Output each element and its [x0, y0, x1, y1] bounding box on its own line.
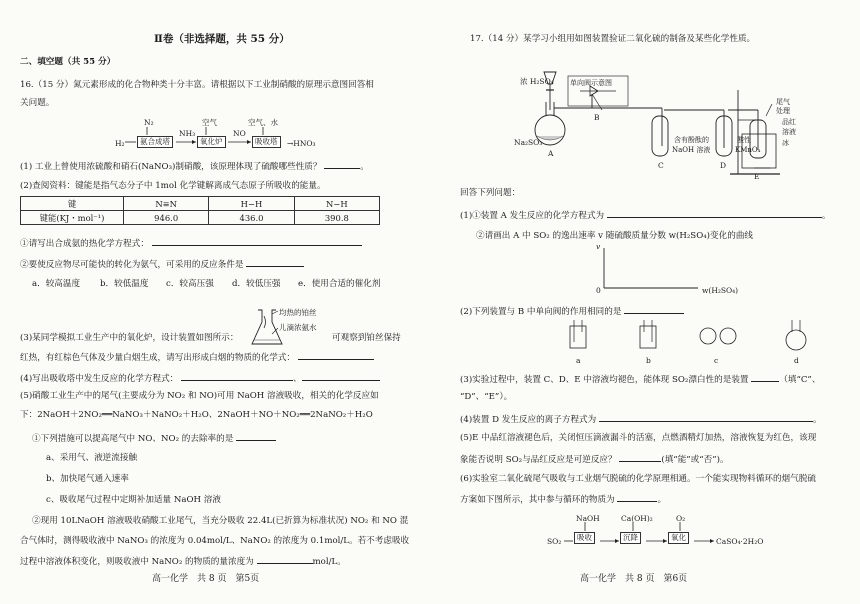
q16-option-e: e．使用合适的催化剂 [298, 279, 381, 289]
label-d-sol-1: 酸性 [737, 136, 751, 144]
q17-p5c-text: (填“能”或“否”)。 [661, 455, 729, 465]
axis-v-label: v [596, 242, 601, 251]
q16-p3-blank[interactable] [298, 351, 374, 360]
q16-p1 [20, 160, 369, 173]
q16-p2-2-blank[interactable] [246, 258, 304, 267]
option-a-label: a [576, 356, 581, 365]
q17-p2 [460, 305, 684, 318]
q17-p5b [460, 453, 729, 466]
flow-air-1: 空气 [202, 118, 217, 127]
q16-p4 [20, 372, 380, 385]
table-header-nh: N−H [294, 197, 379, 211]
q17-p4-mark: 。 [812, 415, 822, 425]
q16-p5-1 [32, 432, 276, 445]
q16-option-b: b．较低温度 [100, 279, 149, 289]
q16-p4-blank-1[interactable] [181, 372, 293, 381]
q16-p5-c: c、吸收尾气过程中定期补加适量 NaOH 溶液 [46, 495, 221, 505]
table-header-nn: N≡N [124, 197, 209, 211]
q16-p5-2-blank[interactable] [257, 555, 313, 564]
q16-p2-2 [20, 258, 304, 271]
q17-p6-mark: 。 [657, 495, 667, 505]
q17-p1-1-blank[interactable] [607, 209, 822, 218]
label-ice: 冰 [782, 139, 789, 147]
table-value-hh: 436.0 [209, 211, 294, 225]
label-c-sol-1: 含有酚酞的 [674, 136, 709, 144]
q16-intro-1: 16.（15 分）氮元素形成的化合物种类十分丰富。请根据以下工业制硝酸的原理示意图回答相 [20, 80, 374, 90]
q17-p6a: (6)实验室二氧化硫尾气吸收与工业烟气脱硫的化学原理相通。一个能实现物料循环的烟气脱硫 [460, 474, 816, 484]
flow-box-absorb: 吸收 [574, 532, 595, 544]
q16-p1-text: (1) 工业上曾使用浓硫酸和硝石(NaNO₃)制硝酸，该原理体现了硫酸哪些性质？ [20, 162, 322, 172]
q17-p5-blank[interactable] [619, 453, 661, 462]
q17-p3b-text: （填“C”、 [779, 375, 821, 385]
right-footer: 高一化学 共 8 页 第6页 [580, 574, 688, 584]
label-c-sol-2: NaOH 溶液 [672, 146, 711, 154]
flow-so2: SO₂ [547, 537, 562, 546]
label-c: C [658, 161, 664, 170]
label-d-sol-2: KMnO₄ [735, 146, 761, 154]
q17-p4-text: (4)装置 D 发生反应的离子方程式为 [460, 415, 597, 425]
right-page [430, 0, 860, 604]
flow-box-absorption-tower: 吸收塔 [252, 136, 281, 148]
q17-p6b-text: 方案如下图所示，其中参与循环的物质为 [460, 495, 615, 505]
q16-p3c-text: 红热，有红棕色气体及少量白烟生成，请写出形成白烟的物质的化学式： [20, 353, 296, 363]
q17-p1-1-mark: 。 [821, 211, 831, 221]
q16-p5-2a: ②现用 10LNaOH 溶液吸收硝酸工业尾气，当充分吸收 22.4L(已折算为标准状况) NO₂ 和 NO 混 [32, 516, 409, 526]
flow-hno3: →HNO₃ [287, 139, 316, 148]
left-footer: 高一化学 共 8 页 第5页 [152, 574, 260, 584]
q16-p4-blank-2[interactable] [302, 372, 380, 381]
q17-p5b-text: 象能否说明 SO₂与品红反应是可逆反应？ [460, 455, 617, 465]
label-a: A [548, 149, 554, 158]
q17-p3-blank[interactable] [751, 373, 779, 382]
q17-p2-text: (2)下列装置与 B 中单向阀的作用相同的是 [460, 307, 622, 317]
flow-box-ammonia-synthesis: 氨合成塔 [137, 136, 173, 148]
q16-p5-b: b、加快尾气通入速率 [46, 474, 129, 484]
q16-p2-1 [20, 237, 362, 250]
q16-p3a: (3)某同学模拟工业生产中的氧化炉，设计装置如图所示： [20, 333, 239, 343]
option-c-label: c [714, 356, 719, 365]
q17-p4 [460, 413, 822, 426]
desulfurization-arrows [430, 510, 860, 560]
q16-p2-2-text: ②要使反应物尽可能快的转化为氨气，可采用的反应条件是 [20, 260, 244, 270]
q16-p5a: (5)硝酸工业生产中的尾气(主要成分为 NO₂ 和 NO)可用 NaOH 溶液吸收，相关的化学反应如 [20, 391, 379, 401]
label-tail-2: 处理 [776, 107, 790, 115]
flow-n2: N₂ [144, 118, 154, 127]
flow-air-water: 空气、水 [248, 118, 278, 127]
label-valve: 单向阀示意图 [570, 79, 612, 87]
table-row-label: 键能(KJ・mol⁻¹) [21, 211, 124, 225]
flow-h2: H₂ [115, 139, 125, 148]
axis-w-label: w(H₂SO₄) [702, 286, 739, 295]
flow-arrows [0, 0, 430, 160]
label-e-sol-1: 品红 [782, 118, 796, 126]
table-value-nn: 946.0 [124, 211, 209, 225]
valve-options-drawing [560, 318, 860, 358]
q16-p3c [20, 351, 374, 364]
q16-p5-2b: 合气体时，测得吸收液中 NaNO₃ 的浓度为 0.04mol/L、NaNO₂ 的浓度为 0.1mol/L。若不考虑吸收 [20, 536, 410, 546]
q17-p3a-text: (3)实验过程中，装置 C、D、E 中溶液均褪色，能体现 SO₂漂白性的是装置 [460, 375, 749, 385]
q16-p2-1-blank[interactable] [152, 237, 362, 246]
q16-option-d: d．较低压强 [232, 279, 281, 289]
q16-option-a: a．较高温度 [32, 279, 81, 289]
bond-energy-table [20, 196, 380, 225]
q17-p2-blank[interactable] [624, 305, 684, 314]
q16-p5-2c-text: 过程中溶液体积变化，则吸收液中 NaNO₂ 的物质的量浓度为 [20, 557, 254, 567]
q16-option-c: c．较高压强 [166, 279, 214, 289]
q16-p5-1-text: ①下列措施可以提高尾气中 NO、NO₂ 的去除率的是 [32, 434, 234, 444]
q17-p6b [460, 493, 666, 506]
label-e: E [754, 172, 760, 181]
q16-p5-a: a、采用气、液逆流接触 [46, 453, 138, 463]
q16-unit: mol/L。 [312, 557, 346, 567]
q17-p1-1-text: (1)①装置 A 发生反应的化学方程式为 [460, 211, 605, 221]
flow-no: NO [233, 129, 246, 138]
q16-p5-2c [20, 555, 346, 568]
flow-nh3: NH₃ [179, 129, 196, 138]
label-platinum-wire: 均热的铂丝 [279, 308, 317, 317]
flow-caoh2: Ca(OH)₂ [621, 514, 653, 523]
label-e-sol-2: 溶液 [782, 128, 796, 136]
axis-origin: 0 [596, 286, 601, 295]
flow-box-oxidation-furnace: 氧化炉 [197, 136, 226, 148]
flow-box-oxidize: 氧化 [668, 532, 689, 544]
q16-p5b: 下：2NaOH＋2NO₂══NaNO₃＋NaNO₂＋H₂O、2NaOH＋NO＋NO₂══2NaNO₂＋H₂O [20, 410, 373, 420]
q16-p1-mark: 。 [360, 162, 369, 172]
q16-p4-text: (4)写出吸收塔中发生反应的化学方程式： [20, 374, 179, 384]
q17-p3a [460, 373, 820, 386]
table-value-nh: 390.8 [294, 211, 379, 225]
table-header-hh: H−H [209, 197, 294, 211]
q16-p1-blank[interactable] [324, 160, 360, 169]
flow-o2: O₂ [676, 514, 686, 523]
q16-p5-1-blank[interactable] [236, 432, 276, 441]
option-b-label: b [646, 356, 651, 365]
table-header-bond: 键 [21, 197, 124, 211]
answer-prompt: 回答下列问题： [460, 188, 521, 198]
label-tail-1: 尾气 [776, 98, 790, 106]
q17-p1-2: ②请画出 A 中 SO₂ 的逸出速率 v 随硫酸质量分数 w(H₂SO₄)变化的曲线 [476, 231, 754, 241]
q17-p1-1 [460, 209, 831, 222]
q16-intro-2: 关问题。 [20, 98, 55, 108]
flow-naoh: NaOH [576, 514, 600, 523]
q17-p3c: “D”、“E”）。 [460, 392, 513, 402]
q16-p2-1-text: ①请写出合成氨的热化学方程式： [20, 239, 149, 249]
label-na2so3: Na₂SO₃ [514, 138, 543, 147]
fill-blank-header: 二、填空题（共 55 分） [20, 57, 116, 67]
q17-p4-blank[interactable] [599, 413, 813, 422]
label-d: D [720, 161, 727, 170]
q16-p3b: 可观察到铂丝保持 [332, 333, 401, 343]
q17-intro: 17.（14 分）某学习小组用如图装置验证二氧化硫的制备及某些化学性质。 [470, 34, 756, 44]
label-ammonia-drops: 儿滴浓氨水 [279, 323, 317, 332]
q17-p5a: (5)E 中品红溶液褪色后，关闭恒压滴液漏斗的活塞，点燃酒精灯加热，溶液恢复为红色，该现 [460, 433, 817, 443]
apparatus-drawing [430, 50, 860, 180]
q16-p2: (2)查阅资料：键能是指气态分子中 1mol 化学键解离成气态原子所吸收的能量。 [20, 181, 326, 191]
q16-p4-sep: 、 [293, 374, 302, 384]
label-conc-sulfuric: 浓 H₂SO₄ [520, 77, 554, 86]
flow-product: CaSO₄·2H₂O [716, 537, 764, 546]
flow-box-settle: 沉降 [620, 532, 641, 544]
label-b: B [594, 113, 600, 122]
option-d-label: d [794, 356, 799, 365]
q17-p6-blank[interactable] [617, 493, 657, 502]
section-header: Ⅱ卷（非选择题，共 55 分） [154, 33, 290, 45]
